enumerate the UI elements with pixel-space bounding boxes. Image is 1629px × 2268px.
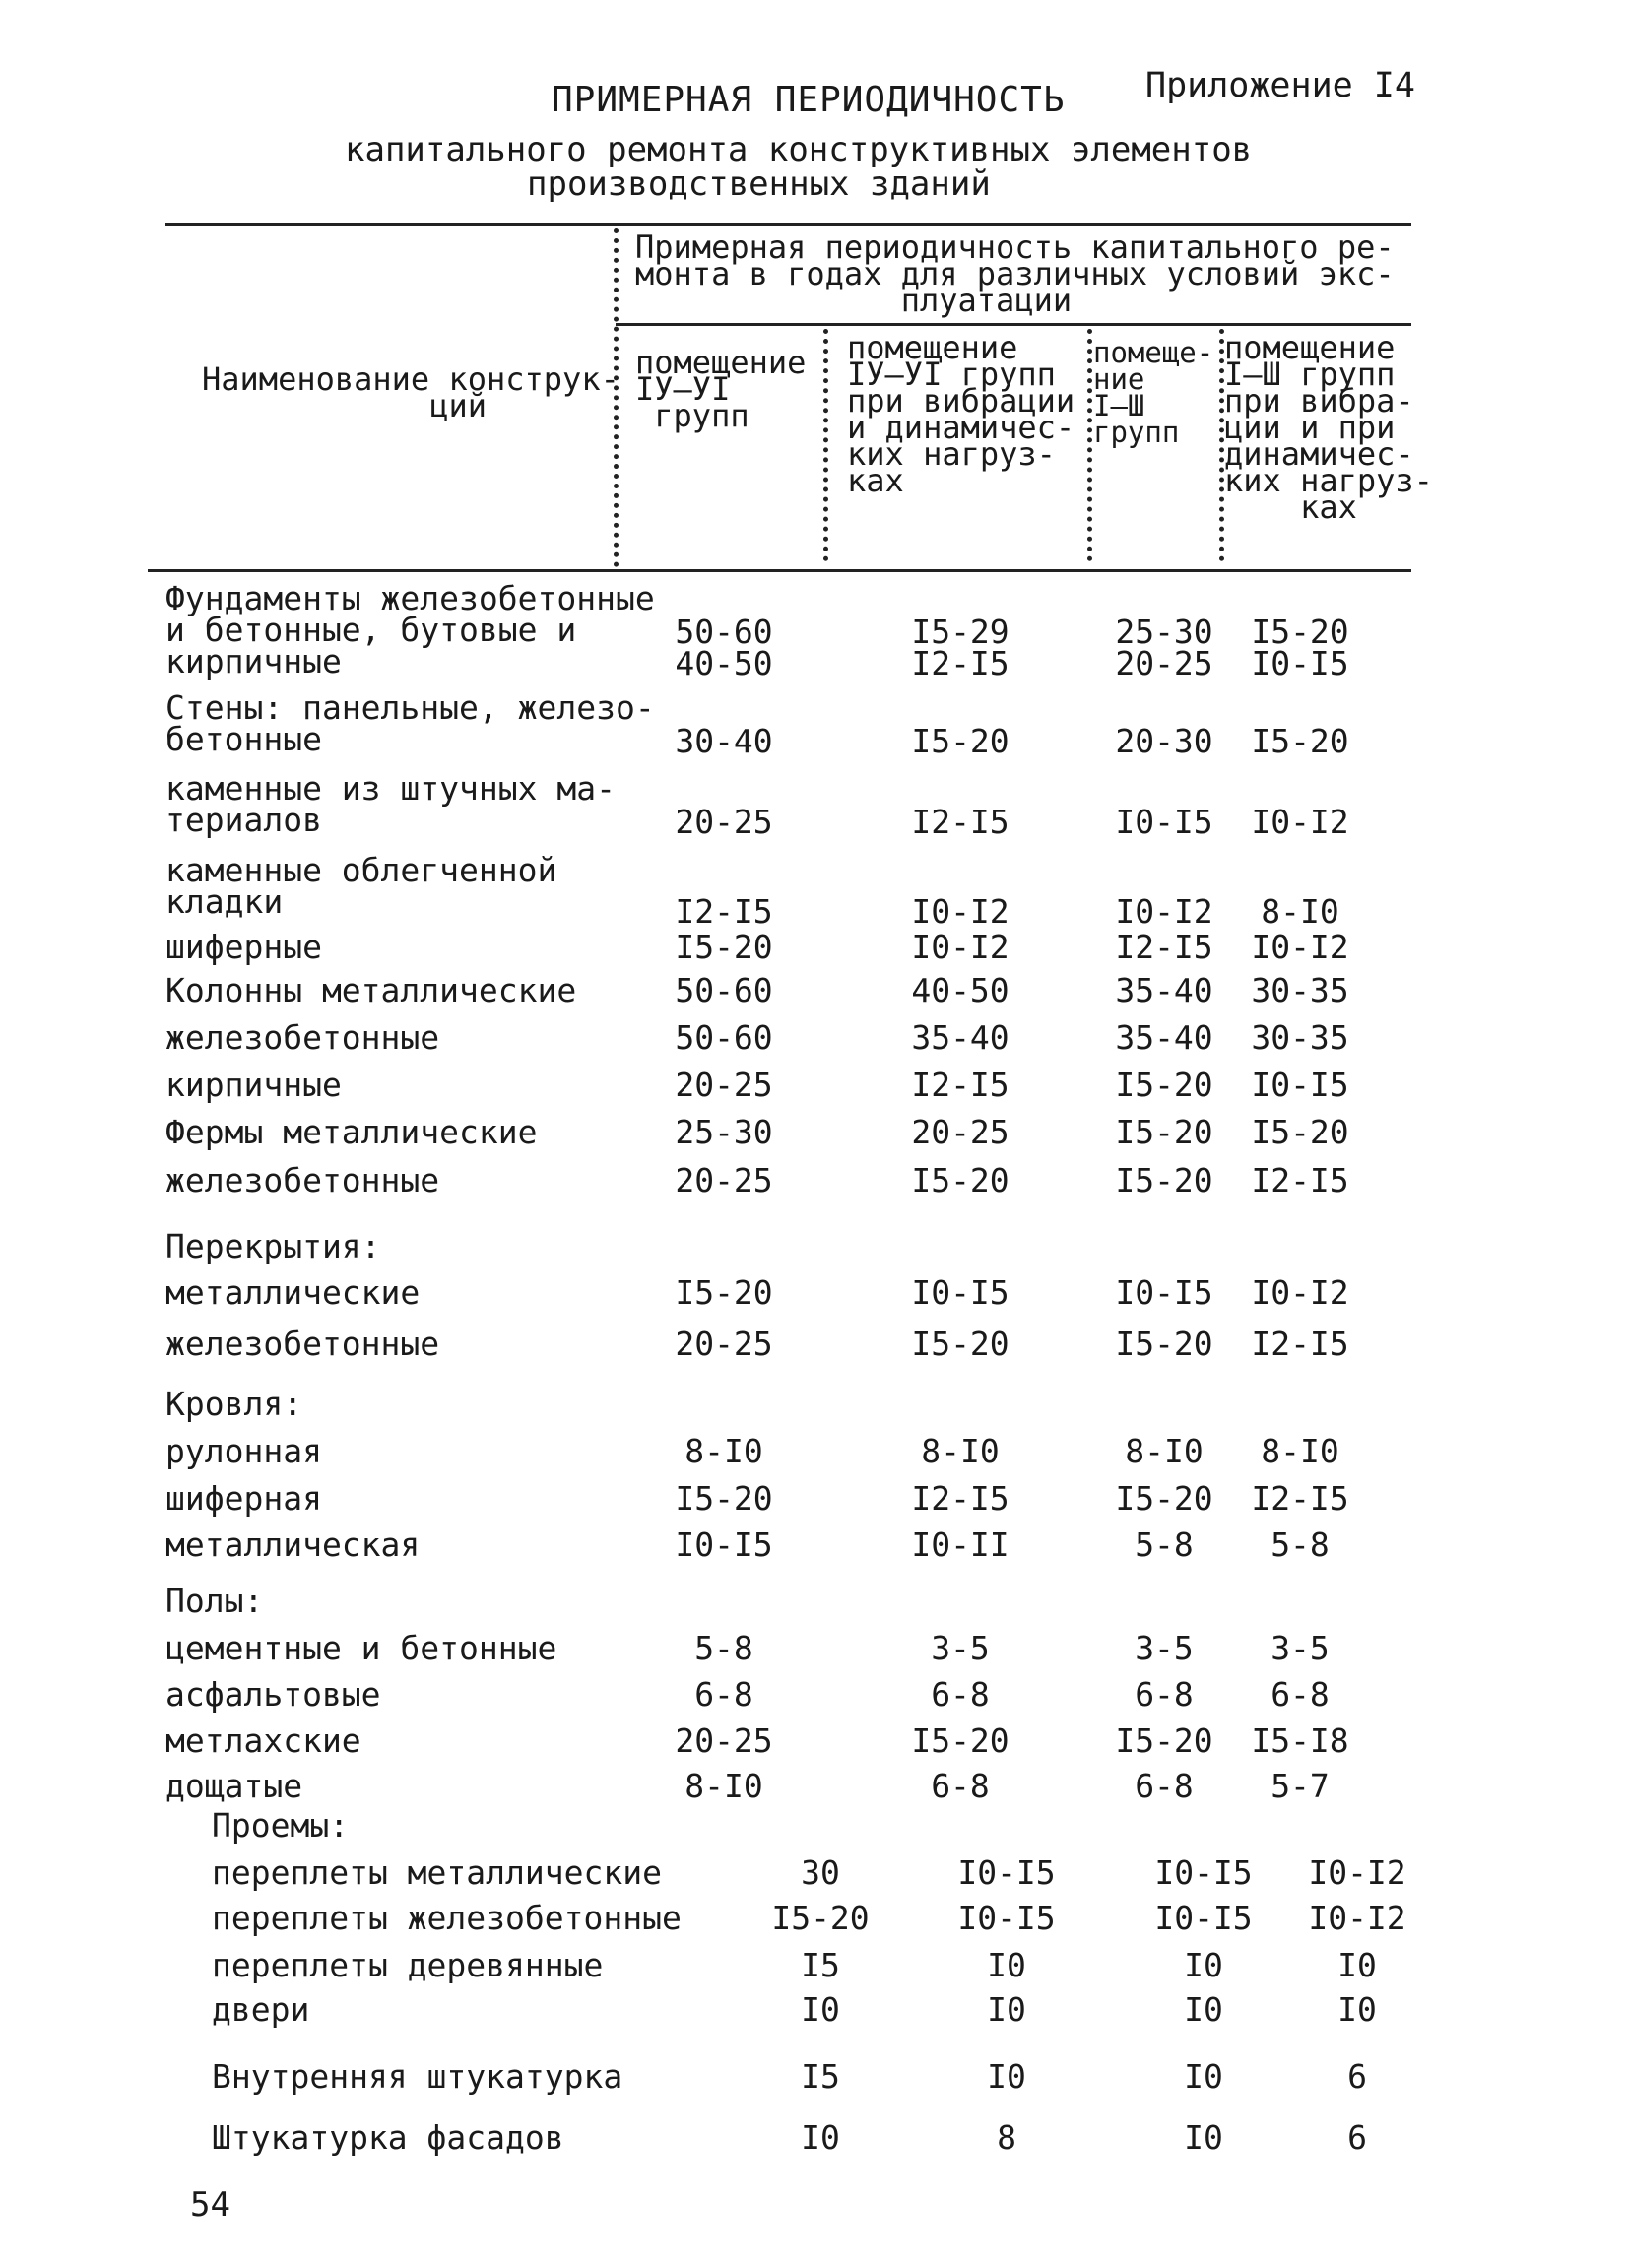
- row-name: двери: [212, 1990, 310, 2029]
- column-separator-2: [823, 329, 828, 561]
- row-value-col2: I0-I5: [911, 1273, 1010, 1312]
- row-value-col3: 3-5: [1135, 1629, 1194, 1667]
- row-value-col4: I0: [1337, 1946, 1377, 1984]
- row-value-col1: I5-20: [675, 1273, 773, 1312]
- row-value-col4: I2-I5: [1251, 1479, 1349, 1518]
- row-name: Перекрытия:: [165, 1227, 381, 1265]
- row-value-col4: 5-7: [1271, 1767, 1330, 1805]
- row-value-col4: I0-I2: [1251, 1273, 1349, 1312]
- row-name: металлические: [165, 1273, 421, 1312]
- row-value-col2: 40-50: [911, 971, 1010, 1009]
- row-value-col3: I5-20: [1115, 1066, 1213, 1104]
- row-value-col2: I0-I2: [911, 928, 1010, 966]
- row-value-col2: 6-8: [931, 1767, 990, 1805]
- row-value-col3: I0-I5: [1115, 803, 1213, 841]
- row-name: каменные из штучных ма- териалов: [165, 769, 616, 839]
- row-value-col3: I2-I5: [1115, 928, 1213, 966]
- row-value-col3: I0: [1184, 2118, 1223, 2157]
- row-value-col1: 50-60 40-50: [675, 613, 773, 682]
- row-value-col1: I0: [801, 1990, 840, 2029]
- row-value-col3: I0-I2: [1115, 892, 1213, 931]
- document-title: ПРИМЕРНАЯ ПЕРИОДИЧНОСТЬ: [552, 80, 1066, 120]
- row-value-col2: 3-5: [931, 1629, 990, 1667]
- row-value-col2: I0: [987, 2057, 1026, 2096]
- row-value-col2: 6-8: [931, 1675, 990, 1714]
- row-value-col4: 6-8: [1271, 1675, 1330, 1714]
- row-value-col1: I5-20: [771, 1899, 870, 1937]
- row-name: цементные и бетонные: [165, 1629, 557, 1667]
- column-header-3: помеще- ние I–Ш групп: [1093, 336, 1214, 449]
- row-value-col1: 8-I0: [684, 1767, 763, 1805]
- row-value-col2: I0-I5: [957, 1899, 1056, 1937]
- row-value-col3: I0: [1184, 1946, 1223, 1984]
- row-value-col1: 25-30: [675, 1113, 773, 1151]
- row-value-col1: 50-60: [675, 1018, 773, 1057]
- row-value-col4: I0-I2: [1308, 1853, 1406, 1892]
- row-value-col4: 30-35: [1251, 1018, 1349, 1057]
- row-name: рулонная: [165, 1432, 322, 1470]
- row-name: метлахские: [165, 1721, 361, 1760]
- row-value-col3: I5-20: [1115, 1325, 1213, 1363]
- row-value-col4: 8-I0: [1261, 1432, 1339, 1470]
- row-value-col4: I0: [1337, 1990, 1377, 2029]
- row-value-col1: I5: [801, 2057, 840, 2096]
- row-name: железобетонные: [165, 1161, 440, 1199]
- row-value-col3: 8-I0: [1125, 1432, 1204, 1470]
- row-value-col1: 20-25: [675, 803, 773, 841]
- row-value-col1: 8-I0: [684, 1432, 763, 1470]
- row-value-col2: I5-20: [911, 1161, 1010, 1199]
- document-subtitle-line1: капитального ремонта конструктивных элементов: [345, 130, 1253, 169]
- row-name: шиферные: [165, 928, 322, 966]
- row-value-col3: I0-I5: [1154, 1853, 1253, 1892]
- row-name: переплеты железобетонные: [212, 1899, 682, 1937]
- row-value-col4: 8-I0: [1261, 892, 1339, 931]
- row-value-col2: I0: [987, 1946, 1026, 1984]
- column-header-2: помещение IУ–УI групп при вибрации и динамичес- ких нагруз- ках: [847, 329, 1075, 499]
- row-value-col1: 20-25: [675, 1325, 773, 1363]
- column-header-1: помещение IУ–УI групп: [635, 344, 807, 434]
- column-header-name: Наименование конструк- ций: [202, 360, 619, 424]
- table-top-rule: [165, 223, 1411, 226]
- row-name: переплеты деревянные: [212, 1946, 604, 1984]
- row-value-col2: I0: [987, 1990, 1026, 2029]
- row-name: Колонны металлические: [165, 971, 577, 1009]
- row-value-col1: 5-8: [694, 1629, 753, 1667]
- row-name: Штукатурка фасадов: [212, 2118, 564, 2157]
- row-value-col3: I0-I5: [1115, 1273, 1213, 1312]
- row-value-col3: I5-20: [1115, 1721, 1213, 1760]
- document-subtitle-line2: производственных зданий: [527, 164, 991, 204]
- row-value-col4: 5-8: [1271, 1525, 1330, 1564]
- column-header-4: помещение I–Ш групп при вибра- ции и при динамичес- ких нагруз- ках: [1224, 329, 1433, 526]
- row-value-col4: I0-I5: [1251, 1066, 1349, 1104]
- row-value-col1: 20-25: [675, 1161, 773, 1199]
- row-value-col1: 30-40: [675, 722, 773, 760]
- row-name: кирпичные: [165, 1066, 342, 1104]
- row-value-col1: I0-I5: [675, 1525, 773, 1564]
- row-name: Фундаменты железобетонные и бетонные, бутовые и кирпичные: [165, 579, 655, 680]
- row-value-col2: I5-20: [911, 722, 1010, 760]
- row-value-col3: 25-30 20-25: [1115, 613, 1213, 682]
- row-value-col2: 8-I0: [921, 1432, 1000, 1470]
- row-name: Внутренняя штукатурка: [212, 2057, 623, 2096]
- row-value-col1: 6-8: [694, 1675, 753, 1714]
- row-value-col3: 20-30: [1115, 722, 1213, 760]
- row-value-col1: I5-20: [675, 928, 773, 966]
- row-value-col1: 20-25: [675, 1066, 773, 1104]
- row-value-col3: I0-I5: [1154, 1899, 1253, 1937]
- row-value-col2: I0-I5: [957, 1853, 1056, 1892]
- row-value-col1: I0: [801, 2118, 840, 2157]
- row-value-col2: I5-20: [911, 1325, 1010, 1363]
- group-header-rule: [616, 323, 1411, 326]
- row-value-col2: I5-29 I2-I5: [911, 613, 1010, 682]
- column-group-header: Примерная периодичность капитального ре- монта в годах для различных условий экс- плуатации: [635, 228, 1395, 319]
- row-value-col4: 6: [1347, 2118, 1367, 2157]
- row-value-col3: I5-20: [1115, 1161, 1213, 1199]
- row-value-col3: I0: [1184, 1990, 1223, 2029]
- row-value-col3: 6-8: [1135, 1675, 1194, 1714]
- row-value-col4: I2-I5: [1251, 1325, 1349, 1363]
- row-value-col1: 50-60: [675, 971, 773, 1009]
- row-value-col3: I5-20: [1115, 1113, 1213, 1151]
- row-value-col4: I5-20 I0-I5: [1251, 613, 1349, 682]
- row-value-col3: I5-20: [1115, 1479, 1213, 1518]
- row-value-col4: I0-I2: [1251, 928, 1349, 966]
- row-value-col2: I0-II: [911, 1525, 1010, 1564]
- row-value-col4: I5-I8: [1251, 1721, 1349, 1760]
- column-separator-3: [1087, 329, 1092, 561]
- row-name: железобетонные: [165, 1018, 440, 1057]
- row-value-col4: I2-I5: [1251, 1161, 1349, 1199]
- row-value-col2: 20-25: [911, 1113, 1010, 1151]
- row-value-col1: 30: [801, 1853, 840, 1892]
- row-value-col4: I5-20: [1251, 722, 1349, 760]
- row-name: асфальтовые: [165, 1675, 381, 1714]
- appendix-label: Приложение I4: [1145, 66, 1415, 105]
- row-value-col3: 35-40: [1115, 1018, 1213, 1057]
- row-value-col4: 3-5: [1271, 1629, 1330, 1667]
- row-value-col4: I0-I2: [1308, 1899, 1406, 1937]
- row-value-col2: I5-20: [911, 1721, 1010, 1760]
- row-value-col1: I2-I5: [675, 892, 773, 931]
- row-value-col2: I0-I2: [911, 892, 1010, 931]
- row-value-col4: 30-35: [1251, 971, 1349, 1009]
- page-number: 54: [190, 2185, 230, 2225]
- row-name: переплеты металлические: [212, 1853, 662, 1892]
- row-value-col1: I5-20: [675, 1479, 773, 1518]
- row-value-col3: 6-8: [1135, 1767, 1194, 1805]
- row-name: шиферная: [165, 1479, 322, 1518]
- row-value-col1: I5: [801, 1946, 840, 1984]
- row-value-col1: 20-25: [675, 1721, 773, 1760]
- row-name: Стены: панельные, железо- бетонные: [165, 688, 655, 758]
- row-value-col4: 6: [1347, 2057, 1367, 2096]
- row-value-col2: I2-I5: [911, 1066, 1010, 1104]
- row-value-col3: I0: [1184, 2057, 1223, 2096]
- row-name: Полы:: [165, 1582, 264, 1620]
- row-name: каменные облегченной кладки: [165, 851, 557, 921]
- row-value-col3: 35-40: [1115, 971, 1213, 1009]
- row-name: дощатые: [165, 1767, 303, 1805]
- row-value-col2: 8: [997, 2118, 1016, 2157]
- row-name: Кровля:: [165, 1385, 303, 1423]
- row-name: Проемы:: [212, 1806, 350, 1845]
- row-value-col4: I0-I2: [1251, 803, 1349, 841]
- row-value-col4: I5-20: [1251, 1113, 1349, 1151]
- row-name: железобетонные: [165, 1325, 440, 1363]
- row-name: Фермы металлические: [165, 1113, 538, 1151]
- row-value-col2: I2-I5: [911, 803, 1010, 841]
- row-name: металлическая: [165, 1525, 421, 1564]
- row-value-col2: I2-I5: [911, 1479, 1010, 1518]
- row-value-col2: 35-40: [911, 1018, 1010, 1057]
- row-value-col3: 5-8: [1135, 1525, 1194, 1564]
- header-bottom-rule: [148, 569, 1411, 572]
